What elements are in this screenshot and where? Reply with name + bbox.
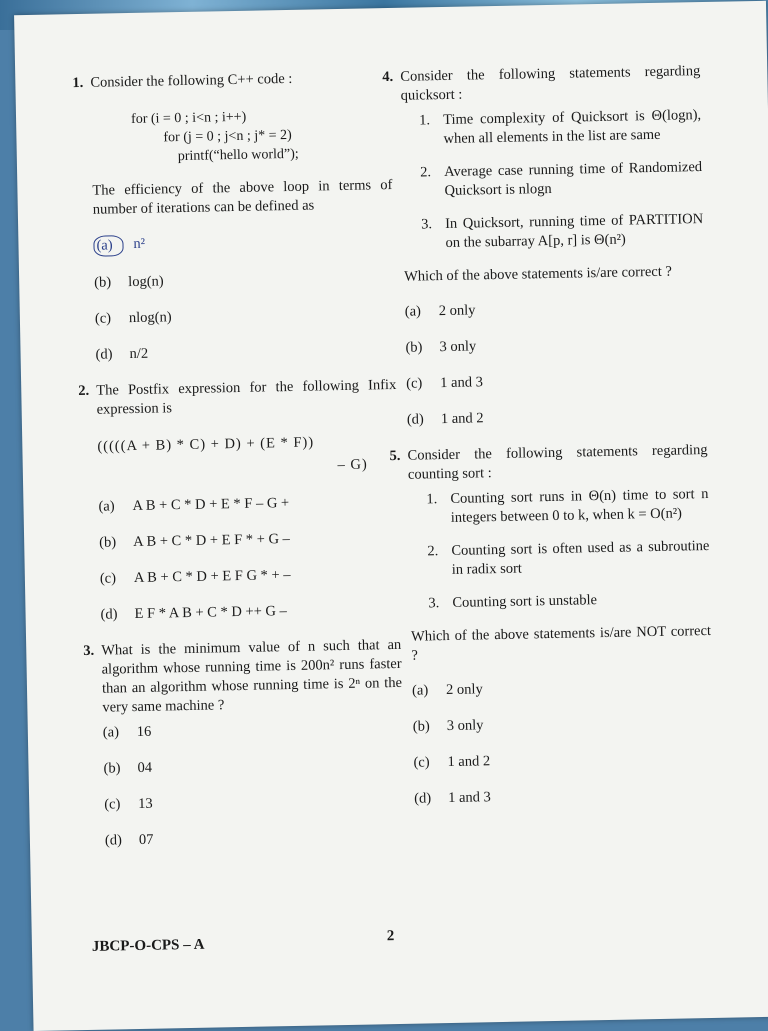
option-label: (c) bbox=[99, 570, 117, 587]
infix-expression: (((((A + B) * C) + D) + (E * F)) bbox=[97, 434, 315, 455]
statement-number: 2. bbox=[420, 164, 432, 181]
statement-text: In Quicksort, running time of PARTITION on the subarray A[p, r] is Θ(n²) bbox=[445, 211, 704, 251]
option-text: A B + C * D + E F G * + – bbox=[133, 567, 291, 587]
option-a bbox=[93, 230, 393, 257]
question-5 bbox=[389, 441, 714, 809]
question-3 bbox=[83, 636, 405, 851]
exam-page bbox=[14, 1, 768, 1031]
statement-text: Time complexity of Quicksort is Θ(logn), when all elements in the list are same bbox=[443, 107, 702, 147]
option-b bbox=[413, 712, 713, 737]
option-label: (d) bbox=[100, 606, 118, 623]
statement-number: 3. bbox=[421, 216, 433, 233]
statement-number: 2. bbox=[427, 543, 439, 560]
option-text: A B + C * D + E * F – G + bbox=[132, 495, 290, 515]
option-text: 1 and 3 bbox=[448, 789, 492, 807]
right-column bbox=[382, 62, 714, 826]
statement-2 bbox=[420, 158, 703, 201]
question-number: 4. bbox=[382, 68, 394, 86]
statement-1 bbox=[426, 485, 709, 528]
option-text: nlog(n) bbox=[128, 309, 172, 327]
code-line: for (j = 0 ; j<n ; j* = 2) bbox=[163, 127, 292, 146]
option-c bbox=[100, 564, 400, 589]
option-label: (a) bbox=[98, 498, 115, 515]
question-text: The Postfix expression for the following Infix expression is bbox=[96, 376, 397, 418]
code-line: for (i = 0 ; i<n ; i++) bbox=[130, 109, 247, 127]
option-label: (d) bbox=[406, 411, 424, 428]
question-text: Consider the following statements regarding quicksort : bbox=[400, 63, 701, 104]
option-label: (d) bbox=[104, 832, 123, 849]
option-text: 1 and 3 bbox=[440, 374, 484, 392]
option-label: (c) bbox=[94, 310, 112, 327]
option-d bbox=[407, 405, 707, 430]
option-d bbox=[414, 784, 714, 809]
infix-expression-continued: – G) bbox=[337, 456, 368, 474]
option-b bbox=[99, 528, 399, 553]
statement-2 bbox=[427, 537, 710, 580]
option-label: (b) bbox=[103, 760, 121, 777]
option-text: 3 only bbox=[446, 717, 484, 735]
option-label: (b) bbox=[412, 718, 430, 735]
option-label: (b) bbox=[94, 274, 112, 291]
question-4 bbox=[382, 62, 707, 430]
option-d bbox=[95, 340, 395, 365]
option-b bbox=[405, 333, 705, 358]
question-number: 5. bbox=[389, 447, 401, 465]
option-c bbox=[104, 790, 404, 815]
statement-number: 1. bbox=[426, 491, 438, 508]
option-text: 04 bbox=[137, 759, 153, 776]
option-label: (a) bbox=[102, 724, 120, 741]
question-text: Consider the following statements regarding counting sort : bbox=[407, 441, 708, 483]
option-text: 16 bbox=[136, 723, 152, 740]
option-text: 3 only bbox=[439, 338, 477, 356]
code-block bbox=[131, 105, 392, 167]
option-label: (d) bbox=[414, 790, 432, 807]
option-label: (b) bbox=[405, 339, 423, 356]
statement-text: Counting sort is often used as a subroutine in radix sort bbox=[451, 537, 710, 578]
option-text: 1 and 2 bbox=[440, 410, 484, 428]
option-text: 2 only bbox=[438, 302, 476, 320]
statement-3 bbox=[428, 589, 710, 613]
statement-3 bbox=[421, 210, 704, 253]
question-number: 1. bbox=[72, 74, 84, 92]
option-label: (c) bbox=[406, 375, 423, 392]
statement-number: 1. bbox=[419, 112, 431, 129]
question-prompt: Which of the above statements is/are NOT correct ? bbox=[410, 622, 712, 664]
option-a bbox=[412, 676, 712, 701]
option-b bbox=[94, 268, 394, 293]
option-text: n² bbox=[133, 235, 146, 252]
question-text-continued: The efficiency of the above loop in terms of number of iterations can be defined as bbox=[92, 176, 393, 218]
option-text: n/2 bbox=[129, 345, 149, 363]
option-label: (a) bbox=[404, 303, 422, 320]
option-label: (a) bbox=[93, 235, 123, 257]
question-number: 2. bbox=[78, 382, 90, 400]
option-text: log(n) bbox=[128, 273, 164, 291]
question-1 bbox=[72, 68, 396, 365]
option-text: 13 bbox=[138, 795, 153, 812]
statement-1 bbox=[419, 106, 702, 149]
option-d bbox=[100, 600, 400, 625]
question-prompt: Which of the above statements is/are correct ? bbox=[404, 263, 673, 285]
statement-text: Counting sort is unstable bbox=[452, 592, 598, 611]
question-text: Consider the following C++ code : bbox=[90, 70, 293, 91]
statement-text: Counting sort runs in Θ(n) time to sort n integers between 0 to k, when k = O(n²) bbox=[450, 485, 709, 526]
option-text: E F * A B + C * D ++ G – bbox=[134, 603, 287, 623]
code-line: printf(“hello world”); bbox=[177, 146, 299, 165]
statement-number: 3. bbox=[428, 595, 440, 612]
option-label: (b) bbox=[99, 534, 117, 551]
page-number: 2 bbox=[386, 928, 395, 945]
option-text: A B + C * D + E F * + G – bbox=[133, 531, 291, 551]
option-text: 2 only bbox=[445, 681, 483, 699]
question-2 bbox=[78, 376, 401, 625]
option-c bbox=[413, 748, 713, 773]
paper-code: JBCP-O-CPS – A bbox=[91, 936, 205, 955]
statement-text: Average case running time of Randomized Quicksort is nlogn bbox=[444, 159, 703, 199]
option-label: (a) bbox=[411, 682, 429, 699]
option-c bbox=[95, 304, 395, 329]
question-number: 3. bbox=[83, 642, 95, 660]
option-c bbox=[406, 369, 706, 394]
option-b bbox=[103, 754, 403, 779]
option-text: 1 and 2 bbox=[447, 753, 491, 771]
option-text: 07 bbox=[138, 831, 154, 848]
option-label: (c) bbox=[104, 796, 121, 813]
option-label: (d) bbox=[95, 346, 113, 363]
option-a bbox=[98, 492, 398, 517]
question-text: What is the minimum value of n such that an algorithm whose running time is 200n² runs faster than an algorithm whose running time is 2ⁿ on the very same machine ? bbox=[101, 636, 403, 716]
left-column bbox=[72, 68, 405, 868]
option-a bbox=[405, 297, 705, 322]
option-label: (c) bbox=[413, 754, 430, 771]
option-d bbox=[105, 826, 405, 851]
